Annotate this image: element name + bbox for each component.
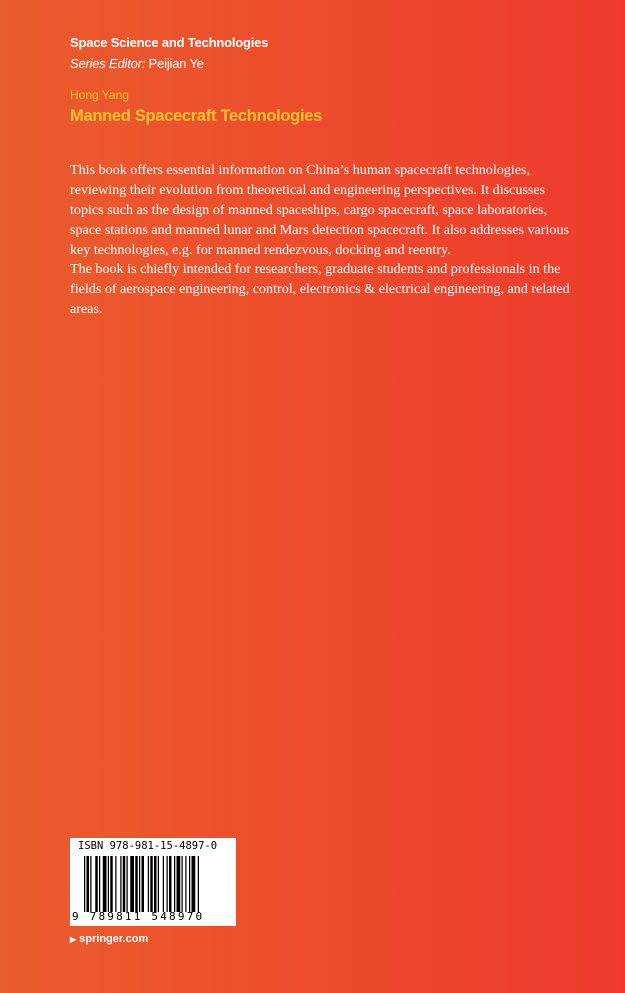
book-title: Manned Spacecraft Technologies — [70, 107, 323, 125]
description-paragraph-2: The book is chiefly intended for researchers, graduate students and professionals in the fields of aerospace engineering, control, electronics & electrical engineering, and related areas. — [70, 261, 570, 317]
series-editor-label: Series Editor: — [70, 56, 146, 71]
publisher-link[interactable] — [70, 933, 148, 945]
barcode-icon — [84, 856, 232, 912]
triangle-right-icon: ▶ — [70, 934, 77, 944]
isbn-text: ISBN 978-981-15-4897-0 — [78, 840, 218, 852]
barcode-box — [70, 838, 236, 926]
series-title: Space Science and Technologies — [70, 35, 269, 50]
barcode-digits: 9 789811 548970 — [72, 910, 205, 923]
book-author: Hong Yang — [70, 88, 129, 102]
series-editor — [70, 56, 204, 71]
publisher-url: springer.com — [79, 933, 149, 945]
description-paragraph-1: This book offers essential information on China’s human spacecraft technologies, reviewing their evolution from theoretical and engineering perspectives. It discusses topics such as the design of manned spaceships, cargo spacecraft, space laboratories, space stations and manned lunar and Mars detection spacecraft. It also addresses various key technologies, e.g. for manned rendezvous, docking and reentry. — [70, 162, 569, 258]
series-editor-name: Peijian Ye — [148, 56, 204, 71]
